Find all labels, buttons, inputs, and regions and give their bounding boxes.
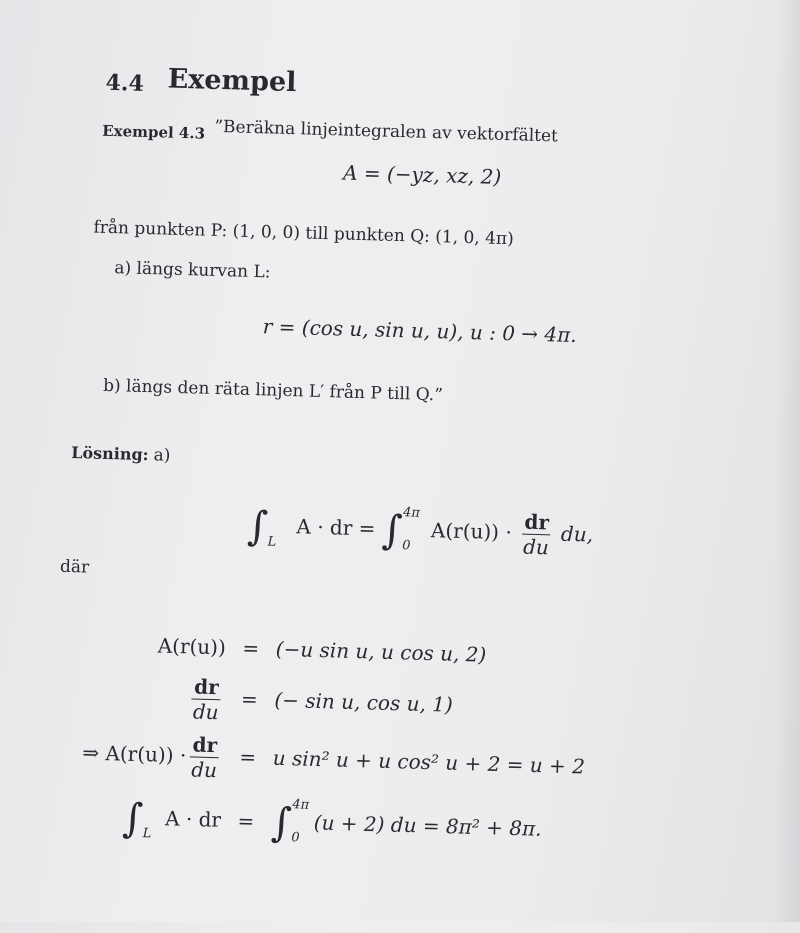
fraction-denominator: du xyxy=(522,534,550,560)
part-a-text: a) längs kurvan L: xyxy=(114,258,271,283)
aligned-rhs: (− sin u, cos u, 1) xyxy=(274,687,454,717)
equals-sign: = xyxy=(237,808,255,833)
fraction-numerator: dr xyxy=(192,674,221,700)
aligned-rhs: u sin² u + u cos² u + 2 = u + 2 xyxy=(272,745,586,779)
solution-part: a) xyxy=(153,445,171,466)
integral-sign: ∫ xyxy=(246,503,269,551)
aligned-lhs-prefix: ⇒ A(r(u)) · xyxy=(82,740,187,768)
equals-sign: = xyxy=(239,744,257,770)
integral-sign: ∫ xyxy=(121,795,144,843)
upper-limit: 4π xyxy=(402,504,421,521)
dar-text: där xyxy=(59,556,90,578)
line-integral-equation xyxy=(247,502,594,561)
aligned-lhs: A(r(u)) xyxy=(157,633,227,660)
fraction xyxy=(191,674,221,724)
lower-limit: 0 xyxy=(401,537,411,554)
fraction xyxy=(521,510,551,560)
fraction-numerator: dr xyxy=(522,510,551,536)
integral-tail: du, xyxy=(560,521,594,547)
aligned-rhs: (u + 2) du = 8π² + 8π. xyxy=(313,810,542,841)
fraction-denominator: du xyxy=(190,757,218,783)
section-number: 4.4 xyxy=(105,69,145,97)
equals-sign: = xyxy=(240,686,259,712)
part-b-text: b) längs den räta linjen L′ från P till Q.” xyxy=(102,375,444,406)
example-intro: ”Beräkna linjeintegralen av vektorfältet xyxy=(214,116,559,147)
aligned-rhs: (−u sin u, u cos u, 2) xyxy=(275,636,487,667)
example-label: Exempel 4.3 xyxy=(101,121,206,143)
equals-sign: = xyxy=(242,635,260,661)
solution-label: Lösning: xyxy=(70,443,149,465)
aligned-row-2 xyxy=(24,670,454,731)
lower-limit: 0 xyxy=(291,830,300,846)
fraction-denominator: du xyxy=(192,699,219,725)
aligned-row-1 xyxy=(26,630,487,667)
vector-field-equation: A = (−yz, xz, 2) xyxy=(342,160,502,189)
aligned-row-4 xyxy=(21,796,543,851)
integral-rhs-body: A(r(u)) · xyxy=(430,518,513,545)
fraction xyxy=(190,732,220,782)
upper-limit: 4π xyxy=(292,797,310,813)
integral-sign: ∫ xyxy=(270,799,293,847)
aligned-lhs-body: A · dr xyxy=(164,806,222,832)
solution-heading xyxy=(71,443,171,466)
fraction-numerator: dr xyxy=(190,732,219,758)
aligned-row-3 xyxy=(22,728,585,793)
curve-equation: r = (cos u, sin u, u), u : 0 → 4π. xyxy=(262,314,578,348)
integral-sign: ∫ xyxy=(381,507,404,554)
integral-subscript: L xyxy=(267,534,277,550)
from-to-points-text: från punkten P: (1, 0, 0) till punkten Q: (1, 0, 4π) xyxy=(93,217,515,250)
integral-lhs-body: A · dr = xyxy=(296,514,376,541)
section-title: Exempel xyxy=(167,63,297,99)
integral-subscript: L xyxy=(142,826,152,842)
